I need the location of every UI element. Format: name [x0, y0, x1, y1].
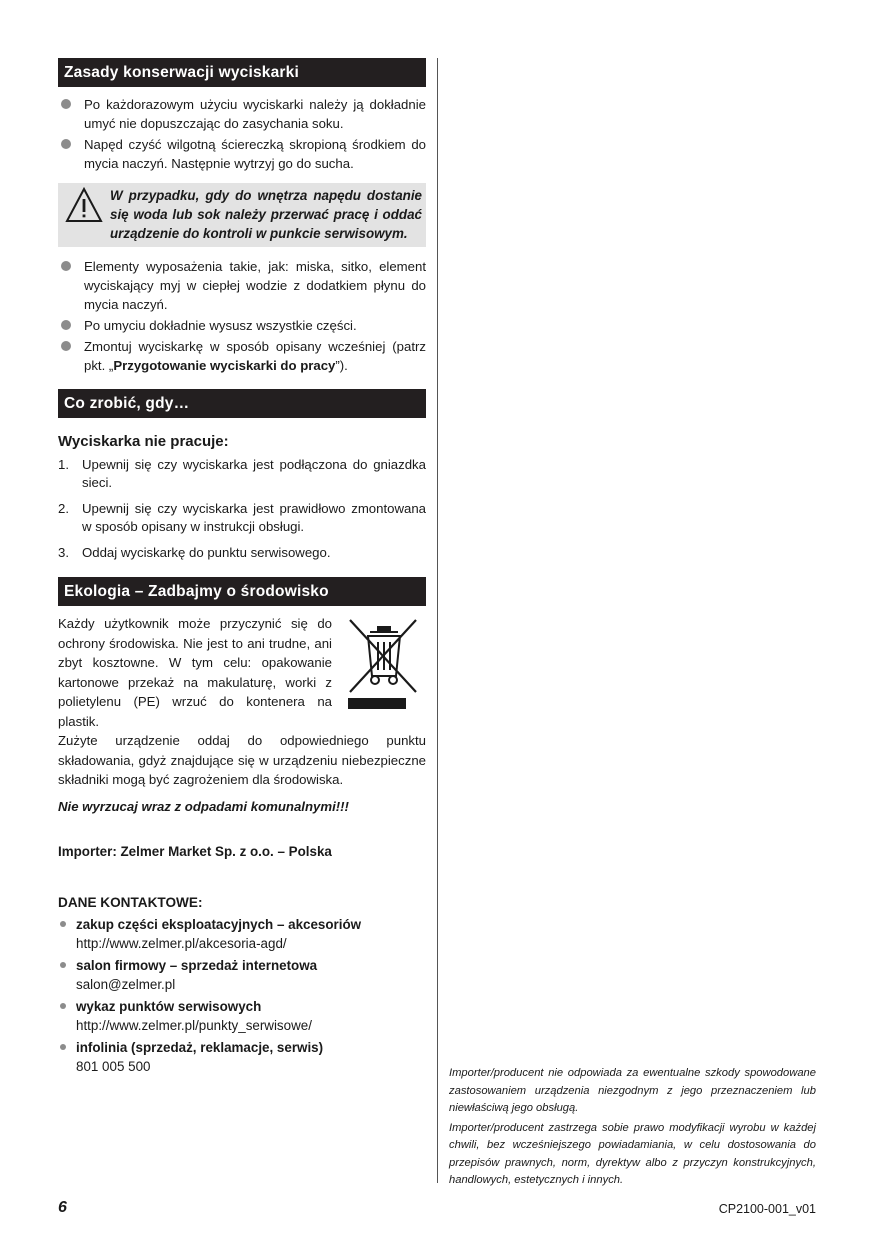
disclaimer-block	[449, 1065, 816, 1192]
contact-phone: 801 005 500	[76, 1059, 151, 1074]
ecology-paragraph-1: Każdy użytkownik może przyczynić się do ochrony środowiska. Nie jest to ani trudne, ani zbyt kosztowne. W tym celu: opakowanie kartonowe przekaż na makulaturę, worki z polietylenu (PE) wrzuć do kontenera na plastik.	[58, 616, 332, 729]
left-column	[58, 58, 426, 1079]
contact-item	[58, 915, 426, 954]
list-item-text: Po każdorazowym użyciu wyciskarki należy ją dokładnie umyć nie dopuszczając do zasychania soku.	[84, 97, 426, 131]
bullet-icon	[61, 139, 71, 149]
ecology-paragraph-2: Zużyte urządzenie oddaj do odpowiedniego punktu składowania, gdyż znajdujące się w urządzeniu niebezpieczne składniki mogą być zagrożeniem dla środowiska.	[58, 733, 426, 787]
warning-triangle-icon	[64, 186, 104, 229]
bullet-icon	[60, 962, 66, 968]
list-item-text-prefix: Zmontuj wyciskarkę w sposób opisany wcześniej (patrz pkt. „	[84, 339, 426, 373]
bullet-icon	[61, 320, 71, 330]
step-text: Upewnij się czy wyciskarka jest prawidłowo zmontowana w sposób opisany w instrukcji obsługi.	[82, 501, 426, 534]
contact-title: salon firmowy – sprzedaż internetowa	[76, 957, 318, 973]
bullet-icon	[61, 99, 71, 109]
contacts-list	[58, 915, 426, 1077]
step-item	[58, 500, 426, 536]
troubleshoot-heading: Co zrobić, gdy…	[58, 389, 426, 418]
list-item-text-suffix: ”).	[335, 358, 348, 373]
maintenance-bullets-bottom	[58, 257, 426, 375]
warning-box	[58, 183, 426, 247]
bullet-icon	[60, 1003, 66, 1009]
maintenance-heading: Zasady konserwacji wyciskarki	[58, 58, 426, 87]
troubleshoot-steps	[58, 456, 426, 562]
bullet-icon	[60, 921, 66, 927]
contact-title: infolinia (sprzedaż, reklamacje, serwis)	[76, 1039, 324, 1055]
troubleshoot-subheading: Wyciskarka nie pracuje:	[58, 433, 229, 450]
list-item	[58, 257, 426, 314]
step-number: 1.	[58, 457, 69, 472]
list-item-text-bold: Przygotowanie wyciskarki do pracy	[113, 358, 336, 373]
bullet-icon	[61, 261, 71, 271]
contacts-heading: DANE KONTAKTOWE:	[58, 894, 203, 910]
step-item	[58, 544, 426, 562]
warning-text: W przypadku, gdy do wnętrza napędu dostanie się woda lub sok należy przerwać pracę i oddać urządzenie do kontroli w punkcie serwisowym.	[110, 188, 422, 241]
contact-link[interactable]: http://www.zelmer.pl/akcesoria-agd/	[76, 936, 287, 951]
disclaimer-paragraph: Importer/producent zastrzega sobie prawo modyfikacji wyrobu w każdej chwili, bez wcześniejszego powiadamiania, w celu dostosowania do przepisów prawnych, norm, dyrektyw albo z przyczyn konstrukcyjnych, handlowych, estetycznych i innych.	[449, 1121, 816, 1186]
document-code: CP2100-001_v01	[718, 1202, 816, 1216]
list-item-text: Po umyciu dokładnie wysusz wszystkie części.	[84, 318, 357, 333]
contact-item	[58, 997, 426, 1036]
maintenance-bullets-top	[58, 95, 426, 173]
contact-item	[58, 956, 426, 995]
step-text: Upewnij się czy wyciskarka jest podłączona do gniazdka sieci.	[82, 457, 426, 490]
list-item-text: Elementy wyposażenia takie, jak: miska, sitko, element wyciskający myj w ciepłej wodzie z dodatkiem płynu do mycia naczyń.	[84, 259, 426, 312]
page-number: 6	[58, 1199, 67, 1216]
disclaimer-paragraph: Importer/producent nie odpowiada za ewentualne szkody spowodowane zastosowaniem urządzenia niezgodnym z jego przeznaczeniem lub niewłaściwą jego obsługą.	[449, 1067, 816, 1114]
crossed-out-bin-icon	[342, 614, 426, 712]
contact-title: wykaz punktów serwisowych	[76, 998, 262, 1014]
ecology-heading: Ekologia – Zadbajmy o środowisko	[58, 577, 426, 606]
list-item	[58, 135, 426, 173]
list-item-text: Napęd czyść wilgotną ściereczką skropioną środkiem do mycia naczyń. Następnie wytrzyj go do sucha.	[84, 137, 426, 171]
step-number: 3.	[58, 545, 69, 560]
step-item	[58, 456, 426, 492]
contact-title: zakup części eksploatacyjnych – akcesoriów	[76, 916, 362, 932]
step-text: Oddaj wyciskarkę do punktu serwisowego.	[82, 545, 331, 560]
importer-line: Importer: Zelmer Market Sp. z o.o. – Polska	[58, 843, 332, 859]
ecology-warning: Nie wyrzucaj wraz z odpadami komunalnymi!!!	[58, 798, 349, 814]
bullet-icon	[61, 341, 71, 351]
ecology-block	[58, 614, 426, 790]
list-item	[58, 95, 426, 133]
step-number: 2.	[58, 501, 69, 516]
bullet-icon	[60, 1044, 66, 1050]
contact-link[interactable]: http://www.zelmer.pl/punkty_serwisowe/	[76, 1018, 312, 1033]
column-divider	[437, 58, 438, 1183]
contact-email[interactable]: salon@zelmer.pl	[76, 977, 176, 992]
contact-item	[58, 1038, 426, 1077]
list-item	[58, 316, 426, 335]
list-item	[58, 337, 426, 375]
